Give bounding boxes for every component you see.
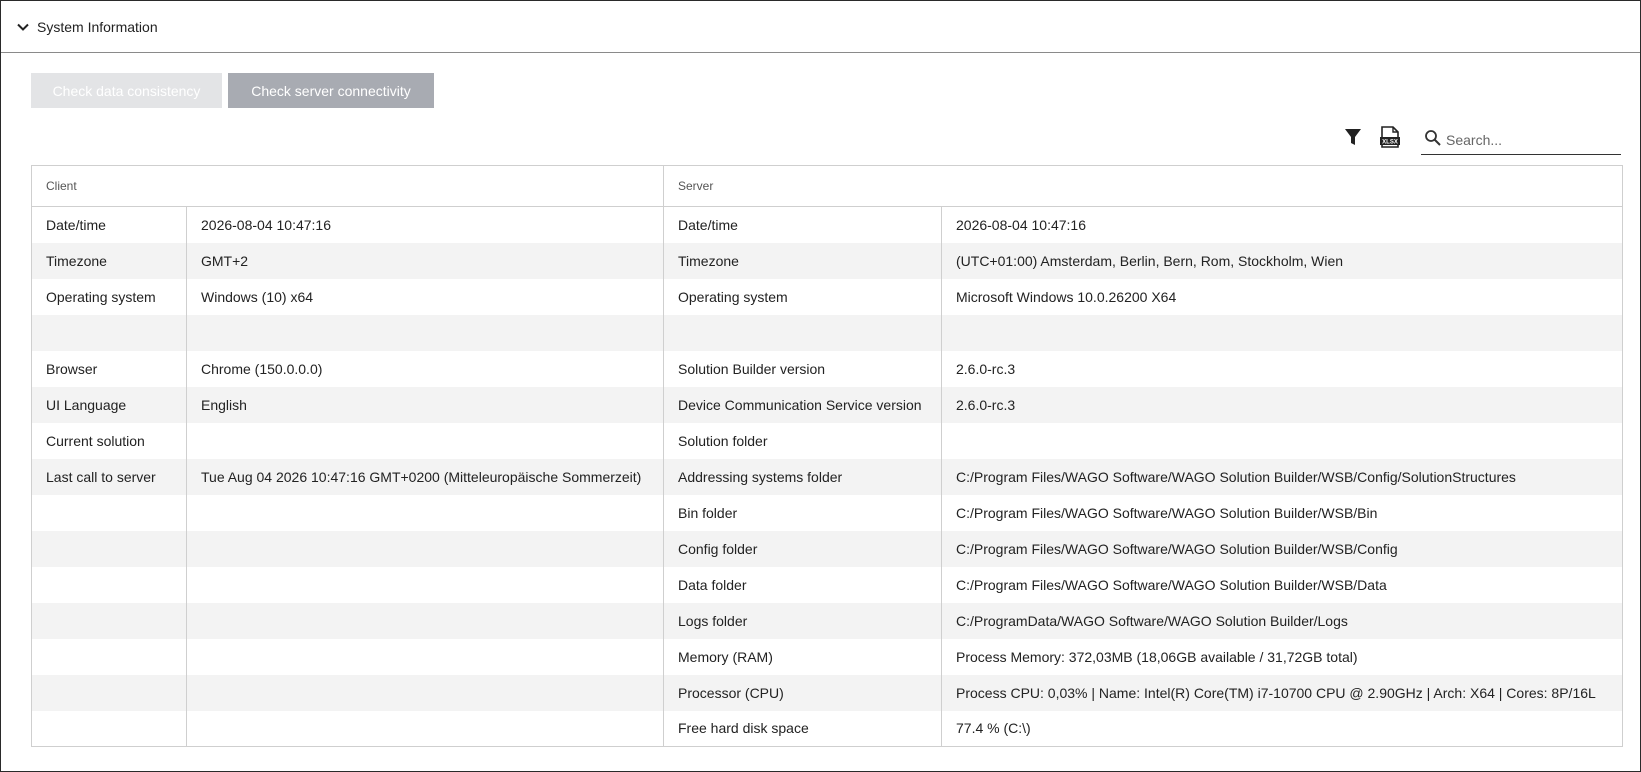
- server-value-cell: Process Memory: 372,03MB (18,06GB available / 31,72GB total): [956, 648, 1358, 665]
- client-key-cell: [32, 603, 187, 639]
- client-value-cell: Chrome (150.0.0.0): [187, 351, 664, 387]
- table-row: [32, 675, 1623, 711]
- table-row: [32, 711, 1623, 747]
- table-row: [32, 567, 1623, 603]
- client-key-cell: [32, 639, 187, 675]
- server-value-cell: 2.6.0-rc.3: [942, 387, 1623, 423]
- client-value-cell: GMT+2: [187, 243, 664, 279]
- server-key-cell: Date/time: [664, 207, 942, 243]
- server-key-cell: [664, 315, 942, 351]
- server-value-cell: 77.4 % (C:\): [956, 720, 1031, 737]
- client-value-cell: [187, 531, 664, 567]
- search-box[interactable]: [1421, 125, 1621, 155]
- server-value-cell: [942, 423, 1623, 459]
- client-header: Client: [32, 166, 664, 207]
- table-row: [32, 639, 1623, 675]
- client-value-cell: Tue Aug 04 2026 10:47:16 GMT+0200 (Mitteleuropäische Sommerzeit): [187, 459, 664, 495]
- server-value-cell: C:/Program Files/WAGO Software/WAGO Solution Builder/WSB/Bin: [956, 504, 1378, 521]
- client-value-cell: [187, 315, 664, 351]
- server-value-cell: Microsoft Windows 10.0.26200 X64: [956, 288, 1177, 305]
- server-key-cell: Operating system: [664, 279, 942, 315]
- table-row: [32, 423, 1623, 459]
- server-value-cell: [942, 315, 1623, 351]
- check-server-connectivity-button[interactable]: Check server connectivity: [228, 73, 434, 108]
- filter-icon[interactable]: [1342, 126, 1364, 148]
- client-key-cell: [32, 567, 187, 603]
- section-title: System Information: [37, 18, 158, 35]
- client-key-cell: [32, 495, 187, 531]
- client-key-cell: Operating system: [32, 279, 187, 315]
- client-key-cell: Timezone: [32, 243, 187, 279]
- client-value-cell: [187, 423, 664, 459]
- server-value-cell: 2026-08-04 10:47:16: [956, 216, 1086, 233]
- client-value-cell: [187, 495, 664, 531]
- server-value-cell: C:/Program Files/WAGO Software/WAGO Solution Builder/WSB/Data: [956, 576, 1387, 593]
- server-key-cell: Config folder: [664, 531, 942, 567]
- server-key-cell: Timezone: [664, 243, 942, 279]
- table-row: [32, 531, 1623, 567]
- server-value-cell: C:/Program Files/WAGO Software/WAGO Solution Builder/WSB/Config: [942, 531, 1623, 567]
- xlsx-export-icon[interactable]: [1379, 126, 1401, 148]
- server-key-cell: Processor (CPU): [664, 675, 942, 711]
- server-key-cell: Data folder: [664, 567, 942, 603]
- server-key-cell: Device Communication Service version: [664, 387, 942, 423]
- client-key-cell: UI Language: [32, 387, 187, 423]
- table-row: [32, 207, 1623, 243]
- table-row: [32, 459, 1623, 495]
- table-row: [32, 387, 1623, 423]
- system-info-table: [31, 165, 1623, 747]
- client-key-cell: Date/time: [32, 207, 187, 243]
- server-value-cell: 2.6.0-rc.3: [956, 360, 1016, 377]
- table-row: [32, 243, 1623, 279]
- client-value-cell: Windows (10) x64: [187, 279, 664, 315]
- client-value-cell: English: [187, 387, 664, 423]
- server-key-cell: Free hard disk space: [664, 711, 942, 747]
- search-input[interactable]: [1446, 132, 1616, 148]
- server-key-cell: Bin folder: [664, 495, 942, 531]
- server-header: Server: [664, 166, 1623, 207]
- table-header-row: [32, 166, 1623, 207]
- check-data-consistency-button[interactable]: Check data consistency: [31, 73, 222, 108]
- client-key-cell: [32, 315, 187, 351]
- client-value-cell: [187, 603, 664, 639]
- table-row: [32, 279, 1623, 315]
- server-value-cell: C:/ProgramData/WAGO Software/WAGO Solution Builder/Logs: [942, 603, 1623, 639]
- client-key-cell: [32, 711, 187, 747]
- table-row: [32, 495, 1623, 531]
- server-value-cell: (UTC+01:00) Amsterdam, Berlin, Bern, Rom, Stockholm, Wien: [942, 243, 1623, 279]
- server-key-cell: Addressing systems folder: [664, 459, 942, 495]
- server-key-cell: Solution folder: [664, 423, 942, 459]
- server-key-cell: Logs folder: [664, 603, 942, 639]
- client-key-cell: [32, 531, 187, 567]
- client-value-cell: [187, 675, 664, 711]
- svg-text:XLSX: XLSX: [1382, 139, 1398, 146]
- server-key-cell: Solution Builder version: [664, 351, 942, 387]
- table-row: [32, 315, 1623, 351]
- table-row: [32, 603, 1623, 639]
- client-value-cell: [187, 639, 664, 675]
- table-row: [32, 351, 1623, 387]
- section-header[interactable]: [1, 1, 1640, 53]
- chevron-down-icon[interactable]: [15, 19, 31, 35]
- client-key-cell: Browser: [32, 351, 187, 387]
- client-value-cell: [187, 567, 664, 603]
- client-key-cell: Current solution: [32, 423, 187, 459]
- server-key-cell: Memory (RAM): [664, 639, 942, 675]
- server-value-cell: Process CPU: 0,03% | Name: Intel(R) Core(TM) i7-10700 CPU @ 2.90GHz | Arch: X64 | Cores: 8P/16L: [942, 675, 1623, 711]
- server-value-cell: C:/Program Files/WAGO Software/WAGO Solution Builder/WSB/Config/SolutionStructures: [942, 459, 1623, 495]
- client-key-cell: [32, 675, 187, 711]
- client-value-cell: [187, 711, 664, 747]
- client-value-cell: 2026-08-04 10:47:16: [187, 207, 664, 243]
- search-icon: [1421, 129, 1446, 150]
- client-key-cell: Last call to server: [32, 459, 187, 495]
